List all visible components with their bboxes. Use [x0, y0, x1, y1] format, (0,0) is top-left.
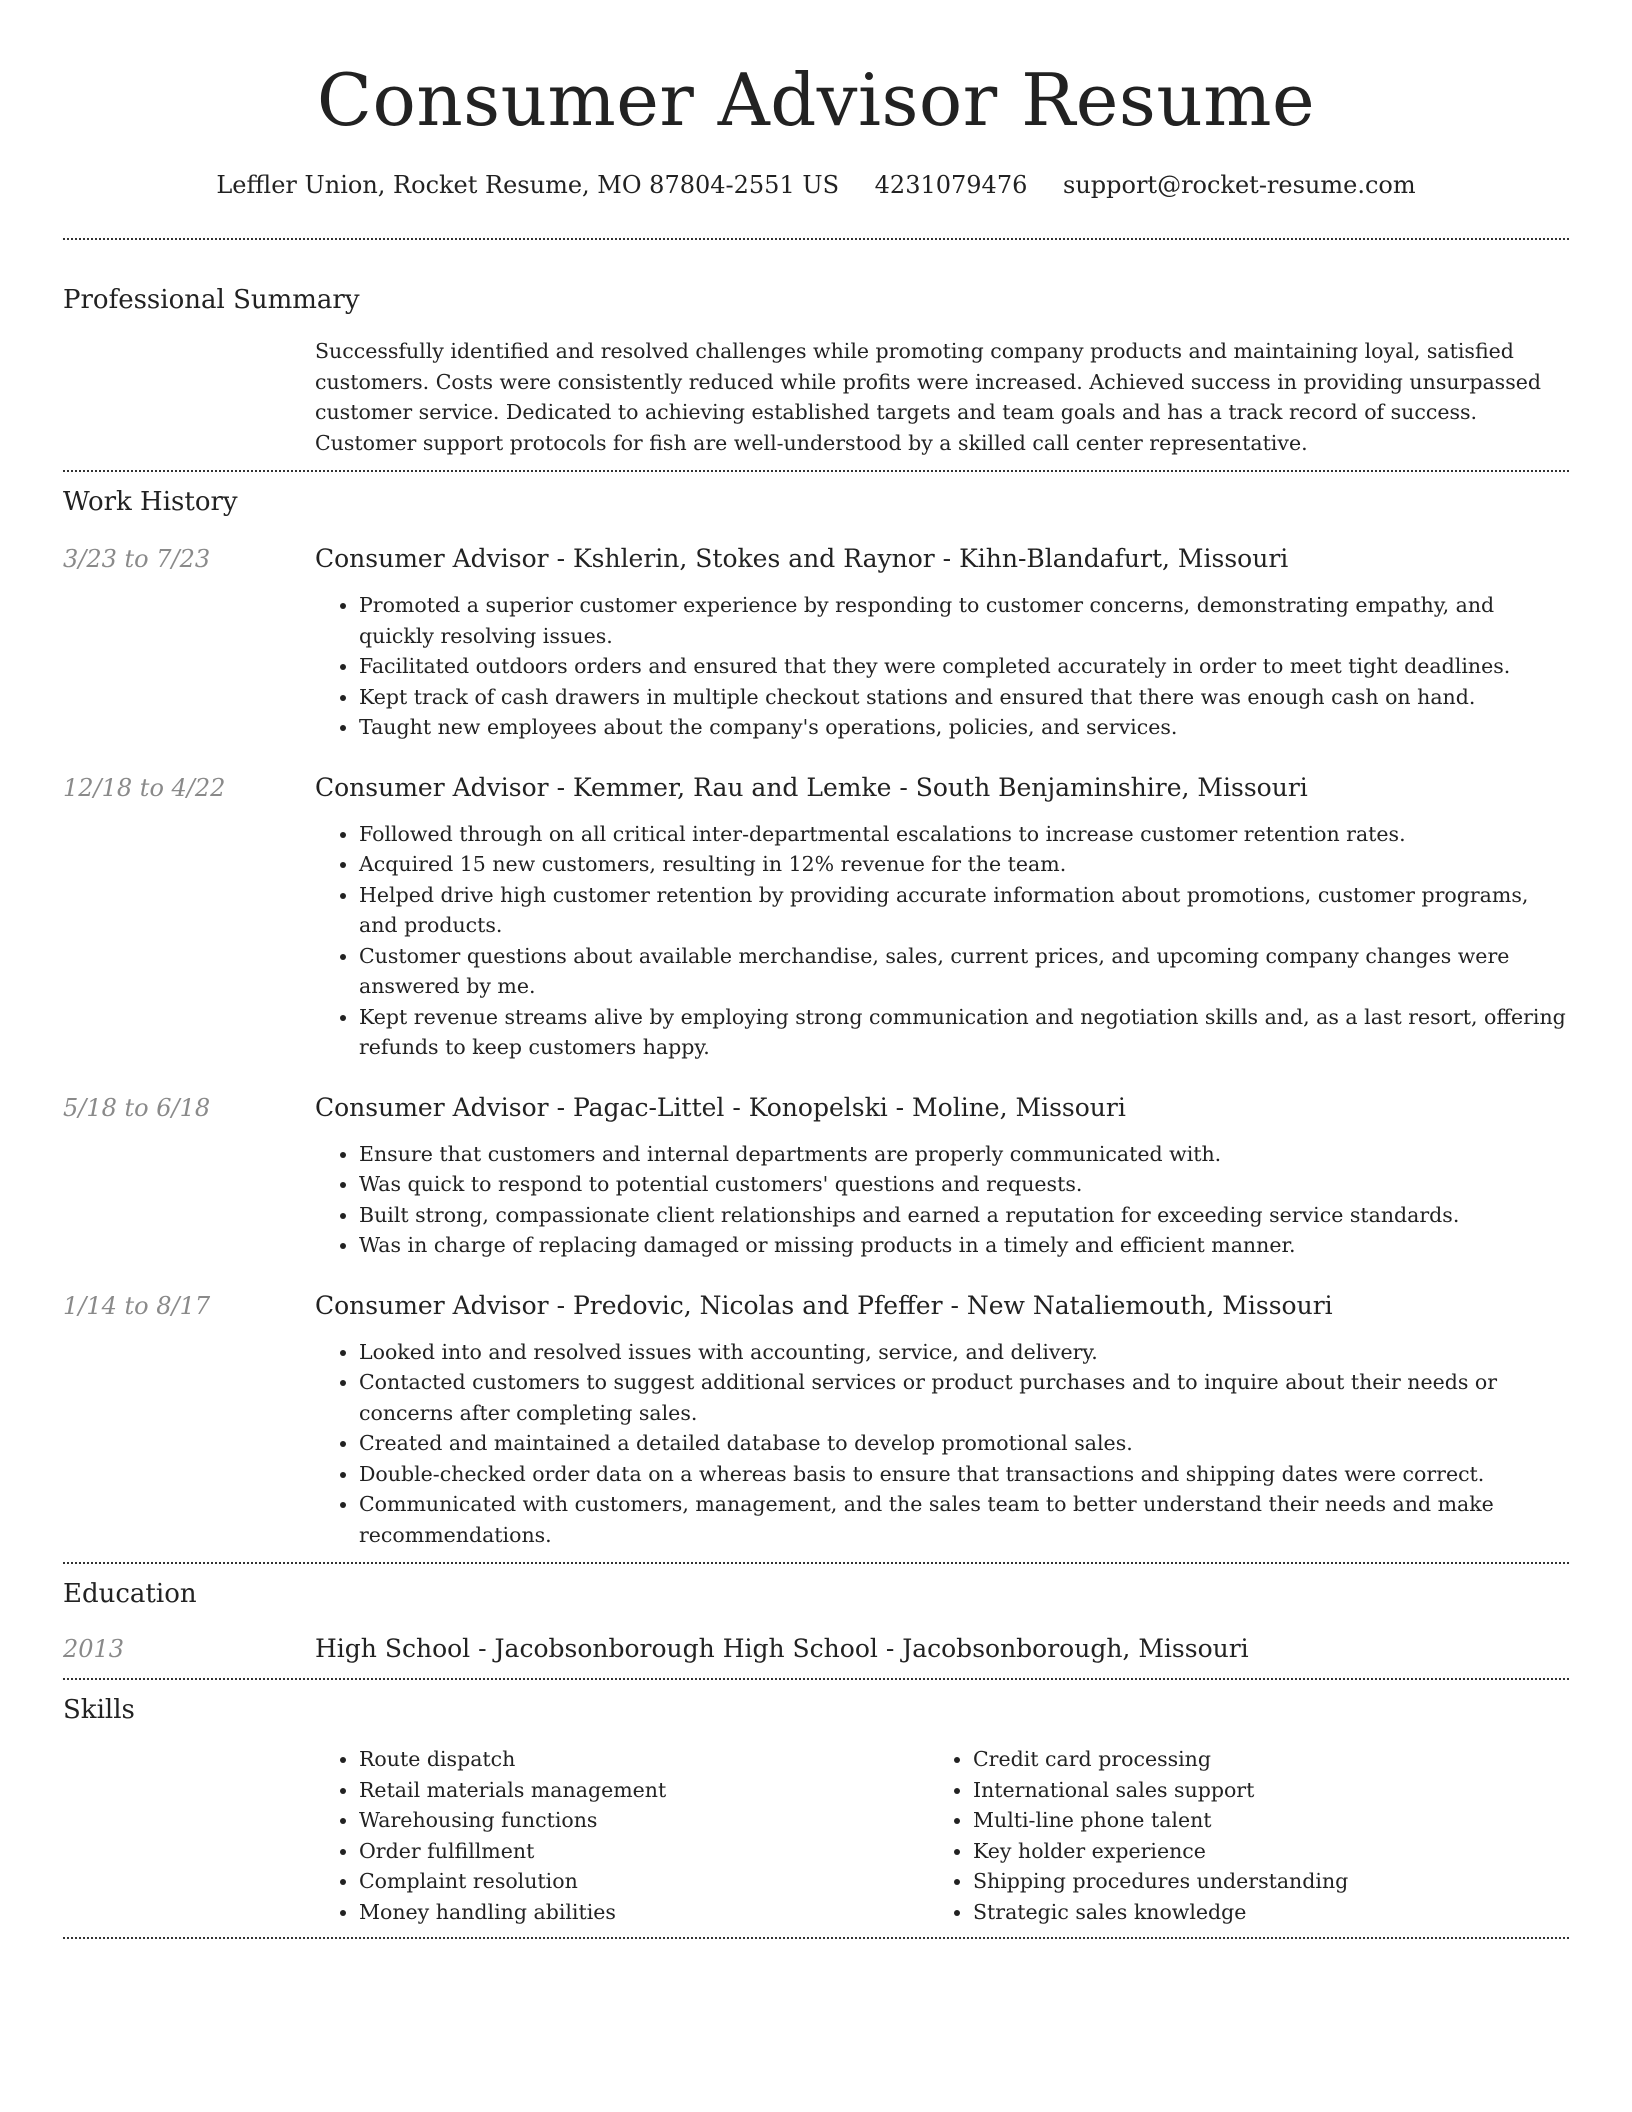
skills-heading: Skills: [63, 1695, 135, 1725]
job-date: 5/18 to 6/18: [63, 1093, 211, 1122]
job-bullet: • Created and maintained a detailed database to develop promotional sales.: [359, 1428, 1569, 1459]
summary-text: Successfully identified and resolved challenges while promoting company products and maintaining loyal, satisfied customers. Costs were consistently reduced while profits were increased. Achieved success in providing unsurpassed customer service. Dedicated to achieving established targets and team goals and has a track record of success. Customer support protocols for fish are well-understood by a skilled call center representative.: [315, 339, 1541, 455]
education-section: [63, 1576, 1569, 1666]
work-history-heading: Work History: [63, 487, 238, 517]
job-bullet: • Was in charge of replacing damaged or missing products in a timely and efficient manner.: [359, 1230, 1569, 1261]
job-title: Consumer Advisor - Pagac-Littel - Konopelski - Moline, Missouri: [315, 1092, 1126, 1122]
section-divider: [63, 470, 1569, 472]
job-bullet: • Contacted customers to suggest additional services or product purchases and to inquire about their needs or concerns after completing sales.: [359, 1367, 1569, 1428]
resume-title: Consumer Advisor Resume: [316, 58, 1316, 142]
job-bullet: • Built strong, compassionate client relationships and earned a reputation for exceeding service standards.: [359, 1200, 1569, 1231]
job-bullet: • Acquired 15 new customers, resulting in 12% revenue for the team.: [359, 849, 1569, 880]
job-bullets: [315, 819, 1569, 1063]
job-date: 1/14 to 8/17: [63, 1291, 211, 1320]
job-bullet: • Ensure that customers and internal departments are properly communicated with.: [359, 1139, 1569, 1170]
skills-section: [63, 1692, 1569, 1927]
job-bullet: • Customer questions about available merchandise, sales, current prices, and upcoming company changes were answered by me.: [359, 941, 1569, 1002]
education-heading: Education: [63, 1579, 197, 1609]
job-bullets: [315, 1139, 1569, 1261]
job-bullet: • Was quick to respond to potential customers' questions and requests.: [359, 1169, 1569, 1200]
skill-item: • Multi-line phone talent: [973, 1805, 1348, 1836]
skill-item: • Key holder experience: [973, 1836, 1348, 1867]
job-bullet: • Kept revenue streams alive by employing strong communication and negotiation skills and, as a last resort, offering refunds to keep customers happy.: [359, 1002, 1569, 1063]
contact-address: Leffler Union, Rocket Resume, MO 87804-2551 US: [216, 171, 840, 199]
skill-item: • International sales support: [973, 1775, 1348, 1806]
job-title: Consumer Advisor - Predovic, Nicolas and Pfeffer - New Nataliemouth, Missouri: [315, 1290, 1333, 1320]
skill-item: • Complaint resolution: [359, 1866, 929, 1897]
education-title: High School - Jacobsonborough High School - Jacobsonborough, Missouri: [315, 1634, 1249, 1663]
section-divider: [63, 238, 1569, 240]
skill-item: • Route dispatch: [359, 1744, 929, 1775]
skill-item: • Order fulfillment: [359, 1836, 929, 1867]
job-bullets: [315, 1337, 1569, 1551]
job-entry: [63, 1091, 1569, 1261]
job-bullet: • Double-checked order data on a whereas basis to ensure that transactions and shipping dates were correct.: [359, 1459, 1569, 1490]
job-bullet: • Promoted a superior customer experience by responding to customer concerns, demonstrating empathy, and quickly resolving issues.: [359, 590, 1569, 651]
job-bullet: • Kept track of cash drawers in multiple checkout stations and ensured that there was enough cash on hand.: [359, 682, 1569, 713]
education-date: 2013: [63, 1635, 125, 1663]
section-divider: [63, 1937, 1569, 1939]
job-bullet: • Followed through on all critical inter-departmental escalations to increase customer retention rates.: [359, 819, 1569, 850]
job-bullet: • Helped drive high customer retention by providing accurate information about promotions, customer programs, and products.: [359, 880, 1569, 941]
job-title: Consumer Advisor - Kshlerin, Stokes and Raynor - Kihn-Blandafurt, Missouri: [315, 544, 1289, 573]
skill-item: • Money handling abilities: [359, 1897, 929, 1928]
job-bullets: [315, 590, 1569, 743]
job-entry: [63, 771, 1569, 1063]
contact-phone: 4231079476: [874, 171, 1028, 199]
skills-list-left: [315, 1744, 929, 1927]
job-date: 3/23 to 7/23: [63, 545, 211, 573]
skills-columns: [315, 1744, 1569, 1927]
job-bullet: • Facilitated outdoors orders and ensured that they were completed accurately in order to meet tight deadlines.: [359, 651, 1569, 682]
skills-list-right: [929, 1744, 1348, 1927]
summary-heading: Professional Summary: [63, 285, 360, 315]
skill-item: • Shipping procedures understanding: [973, 1866, 1348, 1897]
education-entry: [63, 1632, 1569, 1666]
job-bullet: • Taught new employees about the company's operations, policies, and services.: [359, 712, 1569, 743]
skill-item: • Credit card processing: [973, 1744, 1348, 1775]
job-date: 12/18 to 4/22: [63, 773, 226, 802]
skill-item: • Retail materials management: [359, 1775, 929, 1806]
job-entry: [63, 542, 1569, 743]
work-history-section: [63, 484, 1569, 1550]
contact-email: support@rocket-resume.com: [1063, 171, 1416, 199]
section-divider: [63, 1678, 1569, 1680]
section-divider: [63, 1562, 1569, 1564]
summary-section: [63, 282, 1569, 458]
contact-line: [63, 168, 1569, 202]
skill-item: • Strategic sales knowledge: [973, 1897, 1348, 1928]
job-entry: [63, 1289, 1569, 1551]
job-bullet: • Communicated with customers, management, and the sales team to better understand their needs and make recommendations.: [359, 1489, 1569, 1550]
skill-item: • Warehousing functions: [359, 1805, 929, 1836]
job-bullet: • Looked into and resolved issues with accounting, service, and delivery.: [359, 1337, 1569, 1368]
job-title: Consumer Advisor - Kemmer, Rau and Lemke - South Benjaminshire, Missouri: [315, 772, 1308, 802]
